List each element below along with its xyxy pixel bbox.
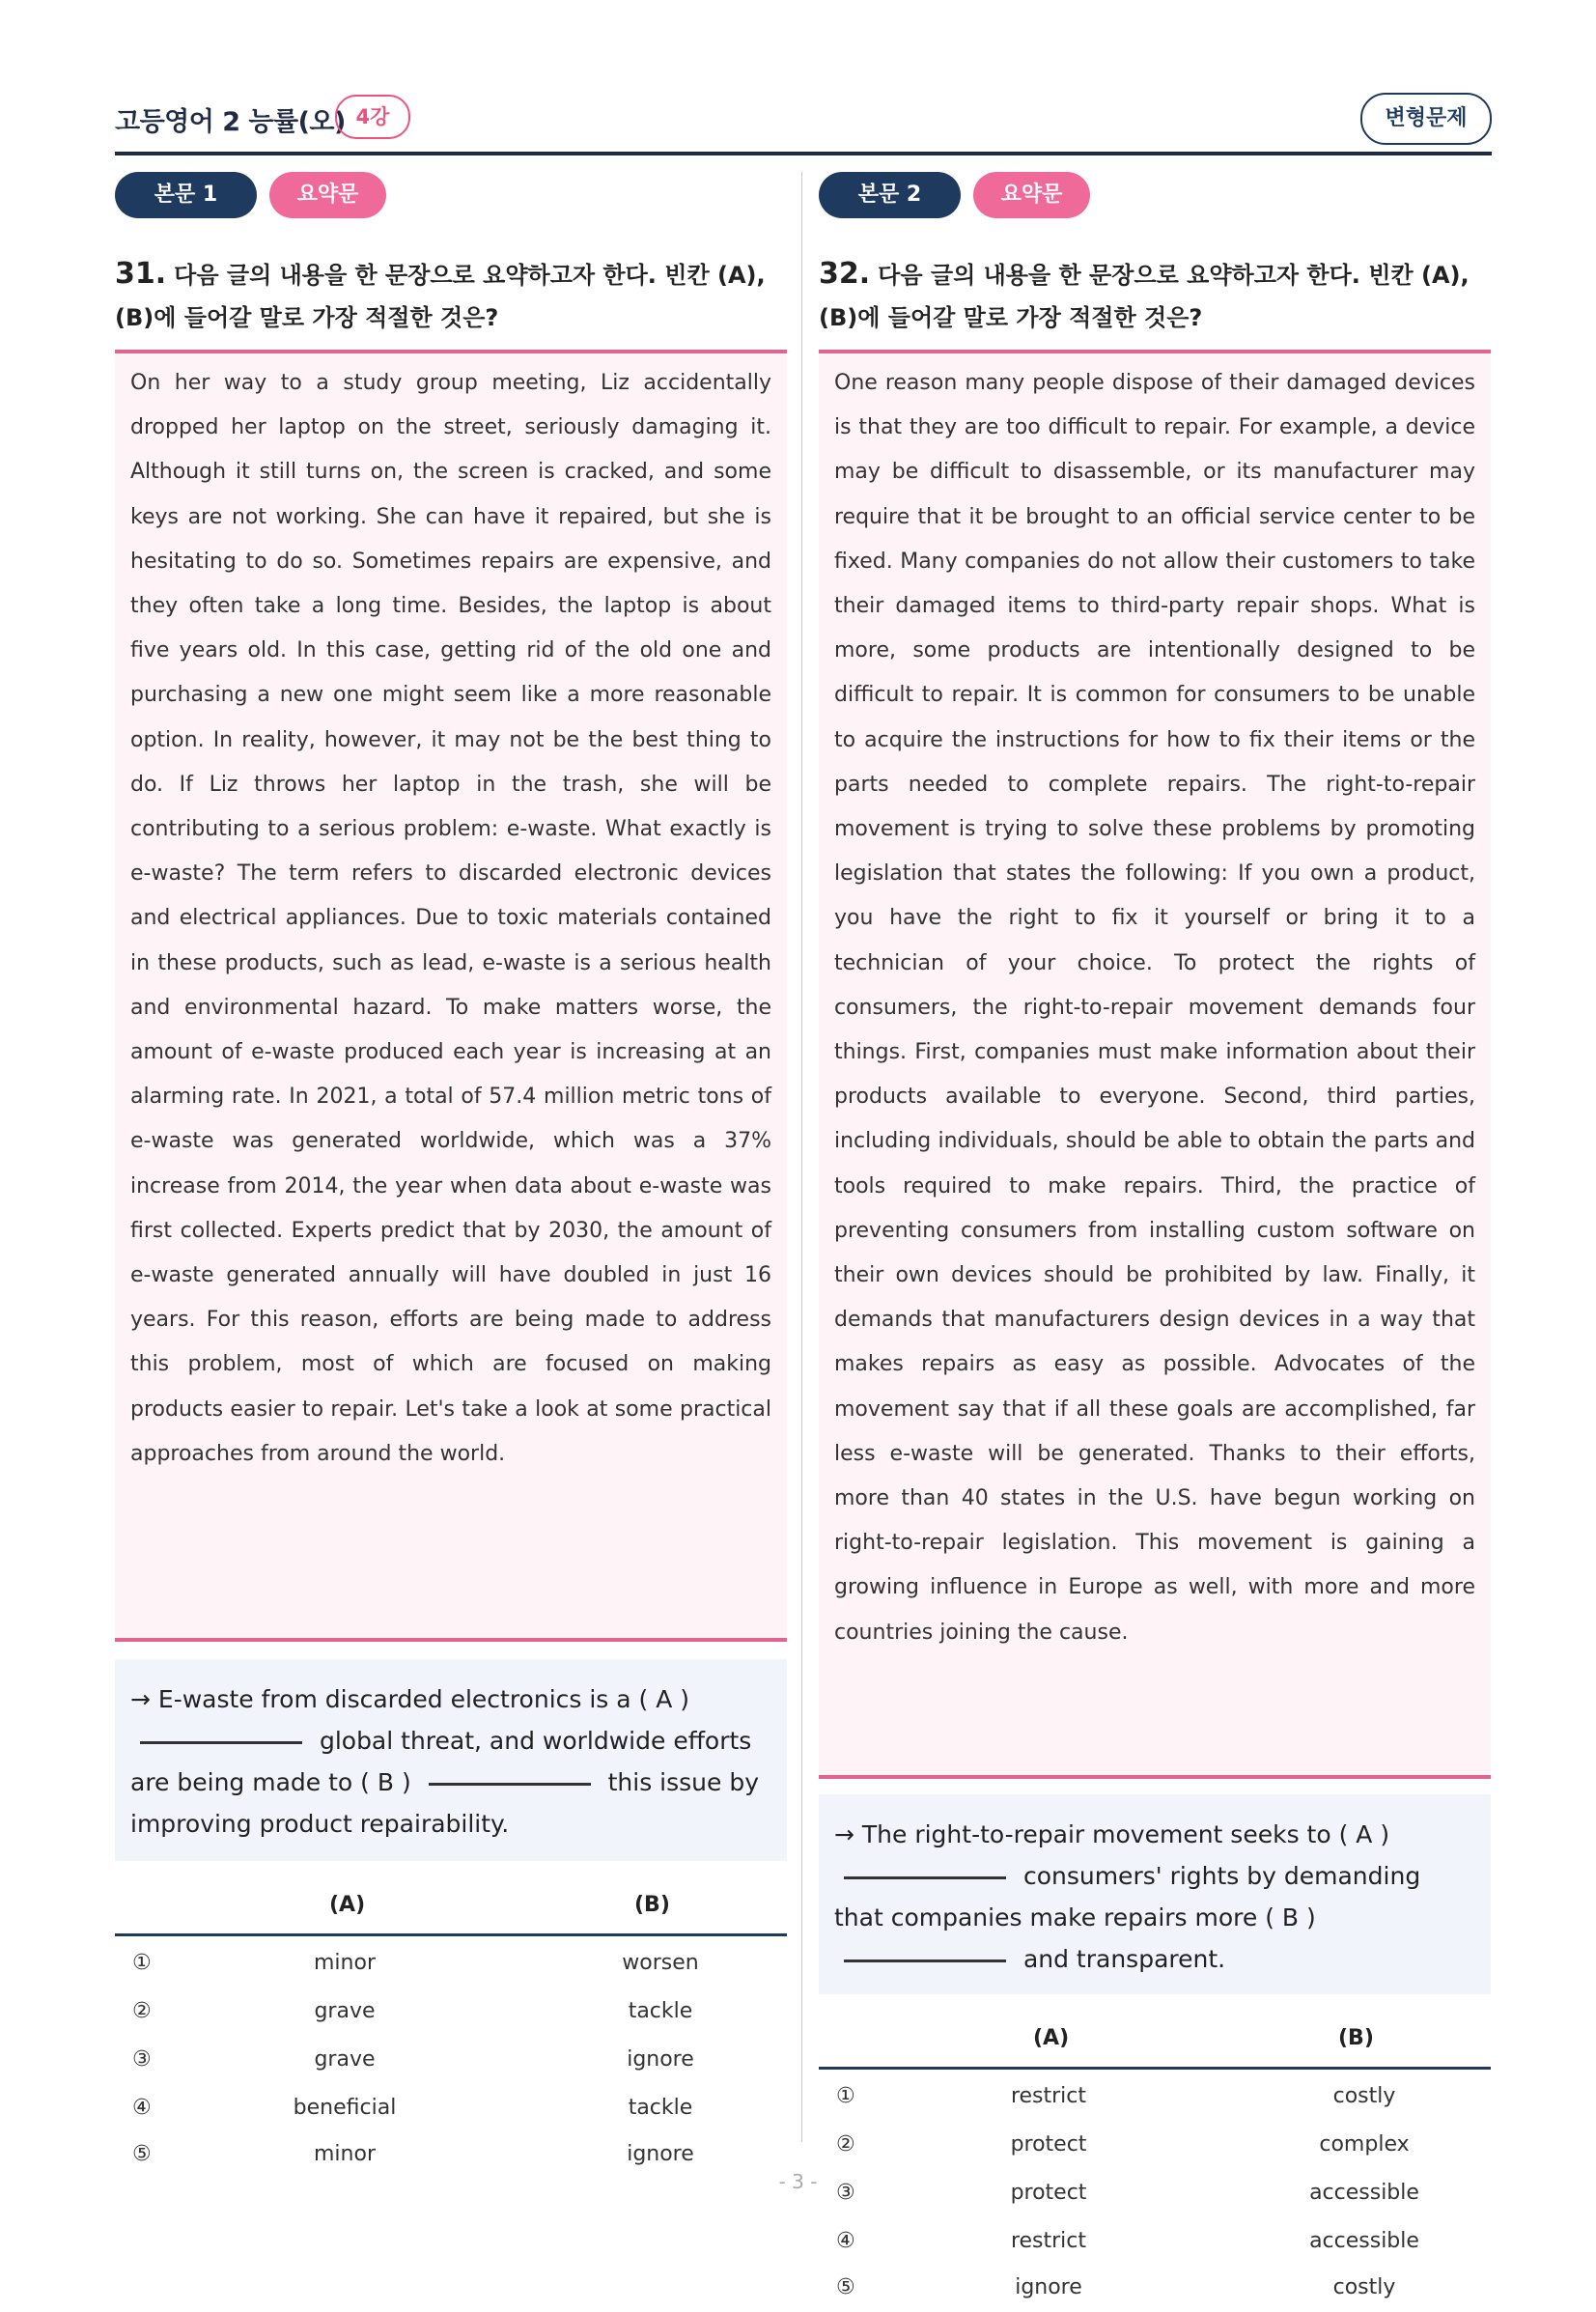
choice-a: grave	[314, 2047, 376, 2072]
blank-b	[429, 1783, 591, 1786]
blank-a	[140, 1741, 302, 1744]
summary-tag: 요약문	[973, 172, 1090, 218]
choice-number: ①	[836, 2084, 855, 2108]
choice-a: grave	[314, 1999, 376, 2023]
header-b: (B)	[1338, 2026, 1374, 2050]
summary-part-2: consumers' rights by demanding that companies make repairs more ( B )	[834, 1862, 1421, 1931]
choice-number: ⑤	[836, 2275, 855, 2299]
passage-bottom-rule	[115, 1638, 787, 1642]
answer-choices	[115, 1883, 787, 2166]
choice-a: protect	[1010, 2132, 1087, 2157]
choice-number: ③	[132, 2047, 152, 2072]
header-a: (A)	[1033, 2026, 1070, 2050]
summary-part-3: and transparent.	[1022, 1945, 1226, 1973]
question-text: 다음 글의 내용을 한 문장으로 요약하고자 한다. 빈칸 (A), (B)에 들어갈 말로 가장 적절한 것은?	[115, 262, 766, 331]
course-title: 고등영어 2 능률(오)	[115, 107, 346, 137]
choice-number: ②	[836, 2132, 855, 2157]
choice-number: ④	[132, 2096, 152, 2120]
choice-a: ignore	[1015, 2275, 1082, 2299]
choice-b: costly	[1332, 2275, 1396, 2299]
choice-row[interactable]	[115, 2038, 787, 2084]
choice-b: worsen	[622, 1951, 699, 1975]
choice-a: minor	[314, 2142, 376, 2166]
choice-number: ①	[132, 1951, 152, 1975]
summary-part-1: → E-waste from discarded electronics is a ( A )	[130, 1685, 690, 1713]
column-divider	[801, 172, 802, 2142]
summary-box	[115, 1659, 787, 1861]
choice-number: ⑤	[132, 2142, 152, 2166]
choice-row[interactable]	[819, 2266, 1491, 2312]
problem-type-badge: 변형문제	[1360, 93, 1492, 145]
choice-a: minor	[314, 1951, 376, 1975]
passage-bottom-rule	[819, 1775, 1491, 1779]
choice-row[interactable]	[115, 1941, 787, 1988]
choice-b: ignore	[627, 2142, 694, 2166]
page-number: - 3 -	[778, 2170, 818, 2193]
blank-b	[844, 1960, 1006, 1962]
choice-b: complex	[1319, 2132, 1410, 2157]
choice-a: beneficial	[293, 2096, 397, 2120]
choices-rule	[819, 2067, 1491, 2070]
header-a: (A)	[329, 1893, 366, 1917]
choice-b: accessible	[1309, 2229, 1419, 2253]
choice-row[interactable]	[115, 1989, 787, 2036]
summary-tag: 요약문	[269, 172, 386, 218]
question-32	[819, 253, 1491, 339]
header-b: (B)	[634, 1893, 670, 1917]
choices-header	[115, 1883, 787, 1933]
blank-a	[844, 1876, 1006, 1879]
choice-row[interactable]	[819, 2123, 1491, 2169]
choice-b: tackle	[628, 1999, 693, 2023]
choice-a: restrict	[1010, 2084, 1087, 2108]
question-number: 31.	[115, 257, 167, 291]
question-text: 다음 글의 내용을 한 문장으로 요약하고자 한다. 빈칸 (A), (B)에 들어갈 말로 가장 적절한 것은?	[819, 262, 1470, 331]
choice-a: restrict	[1010, 2229, 1087, 2253]
question-number: 32.	[819, 257, 871, 291]
answer-choices	[819, 2016, 1491, 2299]
passage-text: On her way to a study group meeting, Liz accidentally dropped her laptop on the street, seriously damaging it. Although it still turns on, the screen is cracked, and some keys are not working. She can have it repaired, but she is hesitating to do so. Sometimes repairs are expensive, and they often take a long time. Besides, the laptop is about five years old. In this case, getting rid of the old one and purchasing a new one might seem like a more reasonable option. In reality, however, it may not be the best thing to do. If Liz throws her laptop in the trash, she will be contributing to a serious problem: e-waste. What exactly is e-waste? The term refers to discarded electronic devices and electrical appliances. Due to toxic materials contained in these products, such as lead, e-waste is a serious health and environmental hazard. To make matters worse, the amount of e-waste produced each year is increasing at an alarming rate. In 2021, a total of 57.4 million metric tons of e-waste was generated worldwide, which was a 37% increase from 2014, the year when data about e-waste was first collected. Experts predict that by 2030, the amount of e-waste generated annually will have doubled in just 16 years. For this reason, efforts are being made to address this problem, most of which are focused on making products easier to repair. Let's take a look at some practical approaches from around the world.	[130, 371, 771, 1466]
passage-box	[819, 353, 1491, 1775]
choice-row[interactable]	[819, 2074, 1491, 2121]
summary-box	[819, 1794, 1491, 1994]
page-header	[115, 93, 1492, 155]
passage-box	[115, 353, 787, 1638]
summary-part-2: global threat, and worldwide efforts are being made to ( B )	[130, 1727, 752, 1796]
question-31	[115, 253, 787, 339]
choices-header	[819, 2016, 1491, 2067]
passage-text: One reason many people dispose of their damaged devices is that they are too difficult to repair. For example, a device may be difficult to disassemble, or its manufacturer may require that it be brought to an official service center to be fixed. Many companies do not allow their customers to take their damaged items to third-party repair shops. What is more, some products are intentionally designed to be difficult to repair. It is common for consumers to be unable to acquire the instructions for how to fix their items or the parts needed to complete repairs. The right-to-repair movement is trying to solve these problems by promoting legislation that states the following: If you own a product, you have the right to fix it yourself or bring it to a technician of your choice. To protect the rights of consumers, the right-to-repair movement demands four things. First, companies must make information about their products available to everyone. Second, third parties, including individuals, should be able to obtain the parts and tools required to make repairs. Third, the practice of preventing consumers from installing custom software on their own devices should be prohibited by law. Finally, it demands that manufacturers design devices in a way that makes repairs as easy as possible. Advocates of the movement say that if all these goals are accomplished, far less e-waste will be generated. Thanks to their efforts, more than 40 states in the U.S. have begun working on right-to-repair legislation. This movement is gaining a growing influence in Europe as well, with more and more countries joining the cause.	[834, 371, 1475, 1645]
summary-part-3: this issue by improving product repairability.	[130, 1768, 760, 1838]
choice-number: ④	[836, 2229, 855, 2253]
header-divider	[115, 152, 1492, 155]
choices-rule	[115, 1933, 787, 1936]
choice-a: protect	[1010, 2181, 1087, 2205]
choice-b: accessible	[1309, 2181, 1419, 2205]
summary-part-1: → The right-to-repair movement seeks to ( A )	[834, 1820, 1390, 1848]
passage-tag: 본문 1	[115, 172, 257, 218]
choice-number: ②	[132, 1999, 152, 2023]
lesson-badge: 4강	[335, 95, 410, 139]
choice-row[interactable]	[115, 2086, 787, 2132]
choice-number: ③	[836, 2181, 855, 2205]
choice-b: tackle	[628, 2096, 693, 2120]
choice-b: costly	[1332, 2084, 1396, 2108]
choice-b: ignore	[627, 2047, 694, 2072]
passage-tag: 본문 2	[819, 172, 961, 218]
